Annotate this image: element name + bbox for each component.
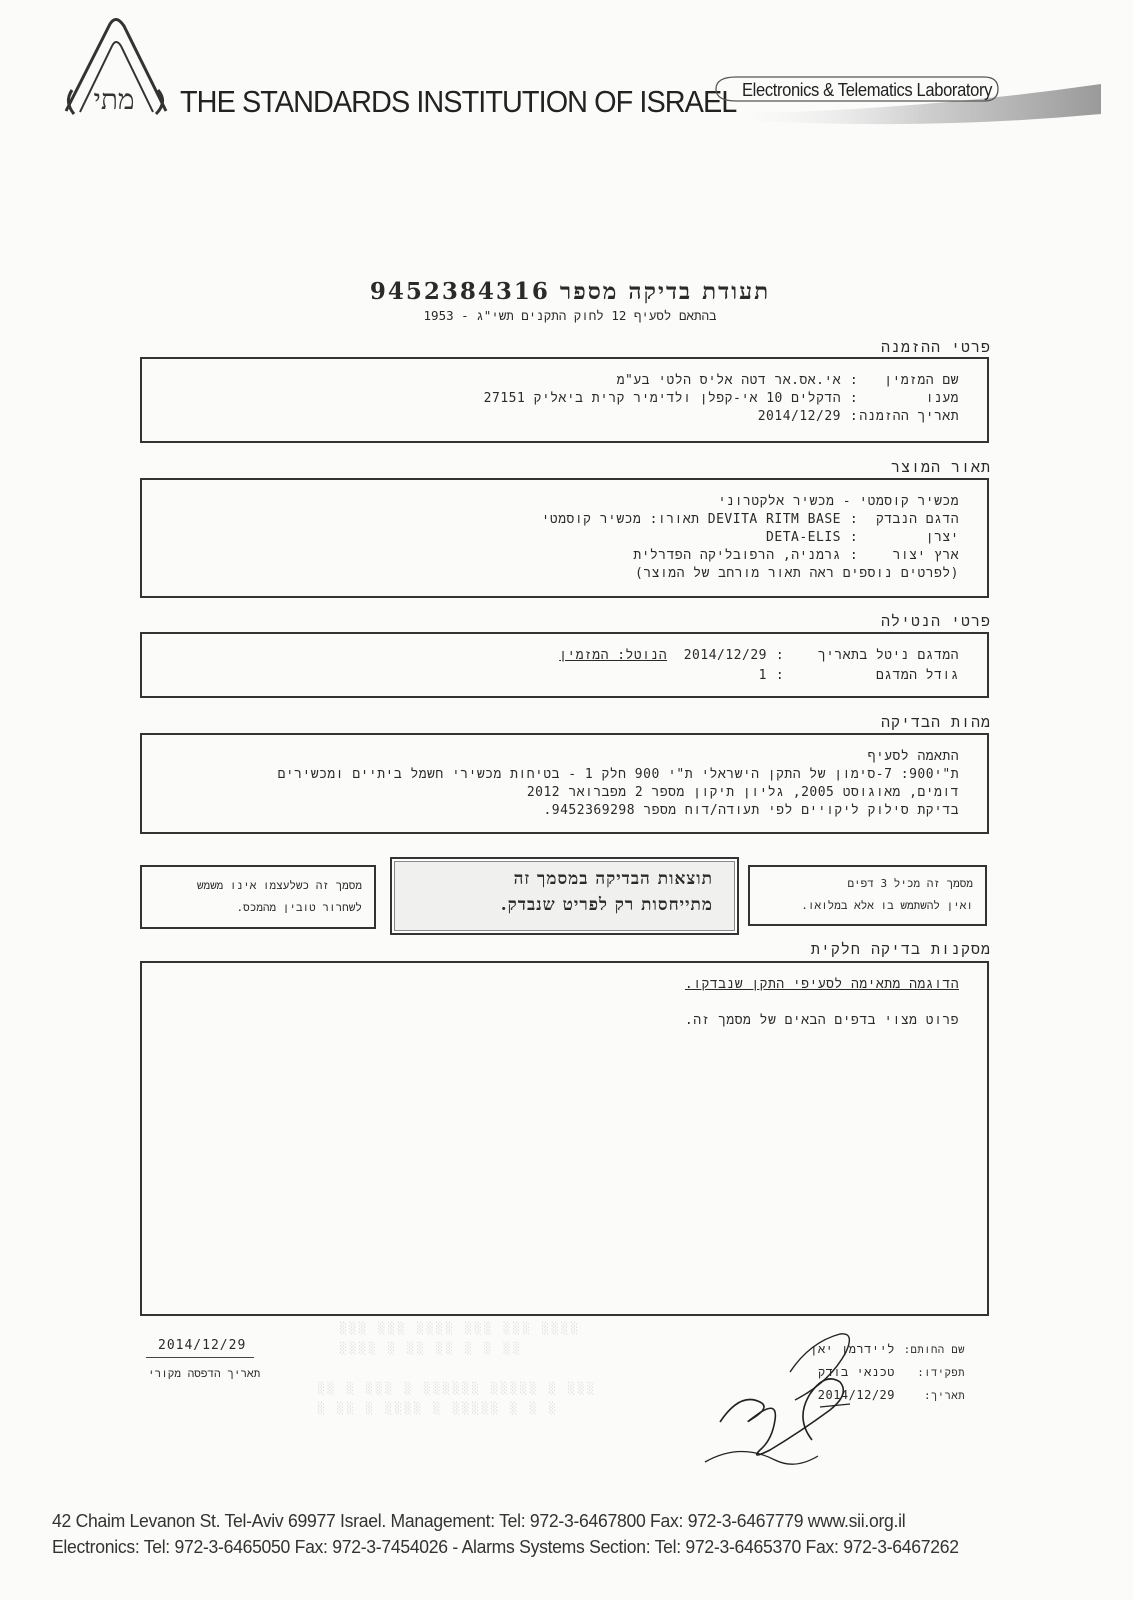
product-label: הדגם הנבדק [875,512,959,527]
test-nature-line: בדיקת סילוק ליקויים לפי תעודה/דוח מספר 9452369298. [543,803,959,818]
footer-contact-line: Electronics: Tel: 972-3-6465050 Fax: 972-3-7454026 - Alarms Systems Section: Tel: 972-3-6465370 Fax: 972-3-6467262 [52,1536,959,1557]
test-nature-box [140,733,989,834]
conclusions-box [140,961,989,1316]
sampling-heading: פרטי הנטילה [880,612,991,630]
order-label: מענו [925,391,959,406]
customs-notice-line: מסמך זה כשלעצמו אינו משמש [196,879,362,892]
pages-notice-box [748,865,987,926]
faded-background-text: ░░░ ░░░ ░░░░ ░░░ ░░░ ░░░░ [340,1322,581,1335]
divider [146,1357,254,1358]
sampling-row-date: המדגם ניטל בתאריך:2014/12/29 הנוטל: המזמין [559,648,959,663]
product-label: ארץ יצור [892,548,959,563]
certificate-title [300,278,840,305]
signer-name: ליידרמן יאן [810,1342,895,1356]
order-label: תאריך ההזמנה [859,409,959,424]
sampling-box [140,632,989,698]
conclusion-detail-line: פרוט מצוי בדפים הבאים של מסמך זה. [684,1013,959,1028]
order-box [140,357,989,443]
role-label: תפקידו: [917,1367,965,1379]
sample-size: 1 [758,668,767,683]
product-row: יצרן:DETA-ELIS [766,530,959,545]
order-value: אי.אס.אר דטה אליס הלטי בע"מ [616,373,841,388]
order-value: 2014/12/29 [757,409,841,424]
conclusion-line: הדוגמה מתאימה לסעיפי התקן שנבדקו. [684,977,959,992]
product-label: יצרן [925,530,959,545]
sign-date-label: תאריך: [924,1390,965,1402]
test-nature-line: ת"י900: 7-סימון של התקן הישראלי ת"י 900 חלק 1 - בטיחות מכשירי חשמל ביתיים ומכשירים [277,767,959,782]
faded-background-text: ░░░░ ░ ░░ ░░ ░ ░ ░░ [340,1342,523,1355]
product-value: גרמניה, הרפובליקה הפדרלית [633,548,841,563]
signer-label: שם החותם: [903,1344,965,1356]
order-row: מענו:הדקלים 10 אי-קפלן ולדימיר קרית ביאליק 27151 [483,391,959,406]
results-notice-box [390,857,739,935]
laboratory-name: Electronics & Telematics Laboratory [742,80,993,100]
test-nature-line: דומים, מאוגוסט 2005, גליון תיקון מספר 2 מפברואר 2012 [526,785,959,800]
sign-date: 2014/12/29 [817,1388,895,1402]
certificate-number: 9452384316 [369,278,550,305]
pages-notice-line: מסמך זה מכיל 3 דפים [847,877,973,890]
product-row: הדגם הנבדק:DEVITA RITM BASE תאורו: מכשיר קוסמטי [541,512,959,527]
product-heading: תאור המוצר [890,458,991,476]
footer-address-line: 42 Chaim Levanon St. Tel-Aviv 69977 Israel. Management: Tel: 972-3-6467800 Fax: 972-3-6467779 www.sii.org.il [52,1510,906,1531]
results-notice-line: מתייחסות רק לפריט שנבדק. [500,895,713,915]
order-heading: פרטי ההזמנה [880,338,991,356]
signer-role: טכנאי בודק [817,1365,895,1379]
sample-size-label: גודל המדגם [875,668,959,683]
conclusions-heading: מסקנות בדיקה חלקית [810,940,991,958]
order-row: שם המזמין:אי.אס.אר דטה אליס הלטי בע"מ [616,373,959,388]
certificate-title-prefix: תעודת בדיקה מספר [559,278,771,305]
order-row: תאריך ההזמנה:2014/12/29 [757,409,959,424]
print-date: 2014/12/29 [158,1338,247,1353]
handwritten-signature [700,1322,870,1472]
institution-name: THE STANDARDS INSTITUTION OF ISRAEL [180,84,737,119]
sampling-taker: הנוטל: המזמין [559,648,668,663]
product-note: (לפרטים נוספים ראה תאור מורחב של המוצר) [635,566,959,581]
customs-notice-line: לשחרור טובין מהמכס. [236,901,362,914]
product-description: מכשיר קוסמטי - מכשיר אלקטרוני [718,494,959,509]
faded-background-text: ░ ░░ ░ ░░░░ ░ ░░░░░ ░ ░ ░ [318,1402,559,1415]
order-value: הדקלים 10 אי-קפלן ולדימיר קרית ביאליק 27151 [483,391,841,406]
certificate-subtitle: בהתאם לסעיף 12 לחוק התקנים תשי"ג - 1953 [423,308,717,323]
customs-notice-box [140,865,376,929]
product-value: DETA-ELIS [766,530,841,545]
sampling-date-label: המדגם ניטל בתאריך [817,648,959,663]
pages-notice-line: ואין להשתמש בו אלא במלואו. [801,899,973,912]
sampling-row-size: גודל המדגם:1 [758,668,959,683]
print-date-label: תאריך הדפסה מקורי [148,1367,261,1380]
product-row: ארץ יצור:גרמניה, הרפובליקה הפדרלית [633,548,959,563]
faded-background-text: ░░ ░ ░░░ ░ ░░░░░░ ░░░░░ ░ ░░░ [318,1382,598,1395]
results-notice-line: תוצאות הבדיקה במסמך זה [513,869,713,889]
sampling-date: 2014/12/29 [683,648,767,663]
test-nature-heading: מהות הבדיקה [880,713,991,731]
product-value: DEVITA RITM BASE תאורו: מכשיר קוסמטי [541,512,841,527]
logo-text: מתי [93,83,135,116]
product-box [140,478,989,598]
test-nature-line: התאמה לסעיף [867,749,959,764]
order-label: שם המזמין [884,373,959,388]
